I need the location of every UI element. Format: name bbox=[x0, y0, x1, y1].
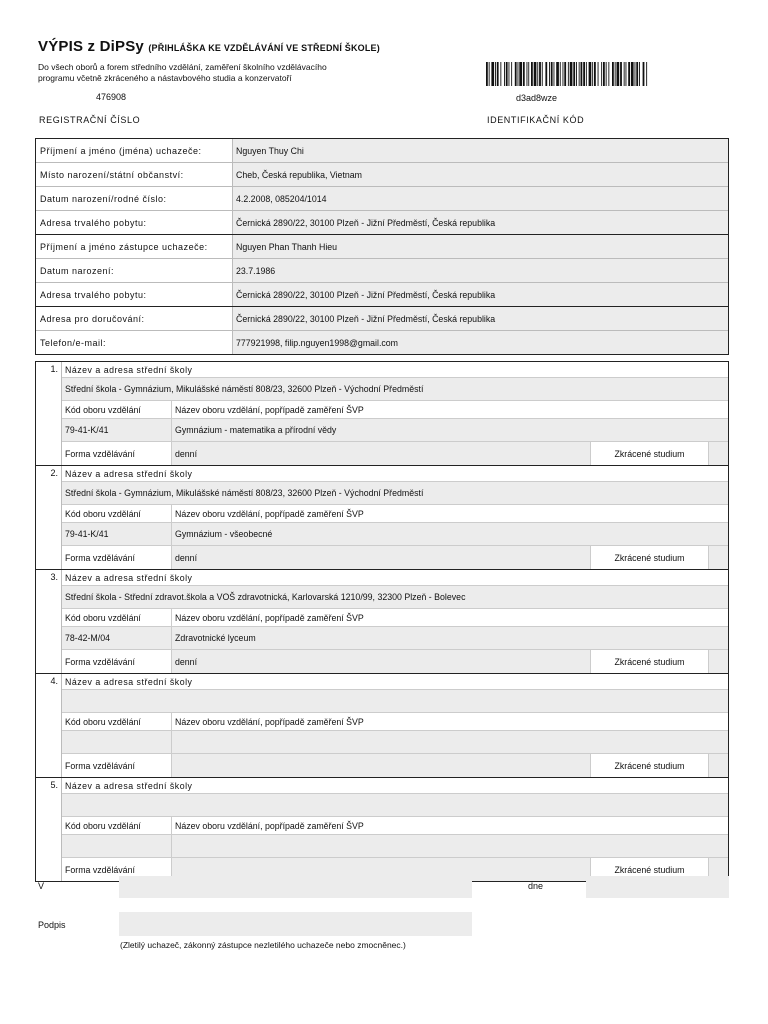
code-header-label: Kód oboru vzdělání bbox=[62, 505, 172, 522]
shortened-study-label: Zkrácené studium bbox=[590, 858, 708, 881]
row-label: Příjmení a jméno (jména) uchazeče: bbox=[36, 139, 233, 162]
row-value: Černická 2890/22, 30100 Plzeň - Jižní Předměstí, Česká republika bbox=[233, 307, 728, 330]
barcode-bar bbox=[626, 62, 627, 86]
shortened-study-checkbox[interactable] bbox=[708, 546, 728, 569]
barcode-bar bbox=[581, 62, 583, 86]
form-row bbox=[62, 441, 728, 465]
school-header-row bbox=[62, 570, 728, 585]
school-block bbox=[36, 569, 728, 673]
school-number: 3. bbox=[36, 570, 62, 673]
school-block bbox=[36, 777, 728, 881]
barcode-bar bbox=[509, 62, 510, 86]
program-name-value: Gymnázium - všeobecné bbox=[175, 529, 273, 539]
barcode-bar bbox=[486, 62, 488, 86]
school-header-row bbox=[62, 674, 728, 689]
row-label: Příjmení a jméno zástupce uchazeče: bbox=[36, 235, 233, 258]
row-value: 777921998, filip.nguyen1998@gmail.com bbox=[233, 331, 728, 354]
barcode-bar bbox=[542, 62, 543, 86]
school-block bbox=[36, 673, 728, 777]
program-value-row bbox=[62, 418, 728, 441]
applicant-row bbox=[36, 139, 728, 162]
barcode-bar bbox=[489, 62, 490, 86]
signature-label: Podpis bbox=[38, 920, 66, 930]
program-name-value: Zdravotnické lyceum bbox=[175, 633, 256, 643]
barcode-bar bbox=[568, 62, 569, 86]
row-label: Adresa pro doručování: bbox=[36, 307, 233, 330]
school-number: 1. bbox=[36, 362, 62, 465]
school-name-value bbox=[62, 794, 728, 816]
form-label: Forma vzdělávání bbox=[62, 754, 172, 777]
barcode-bar bbox=[564, 62, 566, 86]
row-label: Datum narození: bbox=[36, 259, 233, 282]
shortened-study-checkbox[interactable] bbox=[708, 442, 728, 465]
barcode-bar bbox=[523, 62, 525, 86]
barcode-bar bbox=[527, 62, 528, 86]
barcode-bar bbox=[515, 62, 517, 86]
row-label: Adresa trvalého pobytu: bbox=[36, 283, 233, 306]
name-header-label: Název oboru vzdělání, popřípadě zaměření ŠVP bbox=[175, 508, 364, 519]
program-code-value: 78-42-M/04 bbox=[62, 627, 172, 649]
barcode-bar bbox=[563, 62, 564, 86]
barcode-bar bbox=[511, 62, 512, 86]
contact-row bbox=[36, 306, 728, 330]
barcode-bar bbox=[531, 62, 533, 86]
program-value-row bbox=[62, 730, 728, 753]
school-name-value bbox=[62, 690, 728, 712]
form-value: denní bbox=[172, 442, 590, 465]
barcode-bar bbox=[497, 62, 499, 86]
shortened-study-label: Zkrácené studium bbox=[590, 442, 708, 465]
row-value: Nguyen Thuy Chi bbox=[233, 139, 728, 162]
form-value: denní bbox=[172, 546, 590, 569]
barcode-bar bbox=[606, 62, 607, 86]
barcode-bar bbox=[506, 62, 508, 86]
row-value: Černická 2890/22, 30100 Plzeň - Jižní Předměstí, Česká republika bbox=[233, 211, 728, 234]
barcode-bar bbox=[579, 62, 580, 86]
barcode-bar bbox=[646, 62, 647, 86]
barcode-bar bbox=[589, 62, 592, 86]
program-header-row bbox=[62, 816, 728, 834]
form-row bbox=[62, 545, 728, 569]
barcode-bar bbox=[534, 62, 537, 86]
barcode-bar bbox=[624, 62, 625, 86]
name-header-label: Název oboru vzdělání, popřípadě zaměření ŠVP bbox=[175, 404, 364, 415]
barcode-bar bbox=[500, 62, 501, 86]
barcode-bar bbox=[518, 62, 519, 86]
barcode-bar bbox=[539, 62, 541, 86]
schools-table bbox=[35, 361, 729, 882]
school-block-body bbox=[62, 570, 728, 673]
signature-field[interactable] bbox=[119, 912, 472, 936]
program-name-value: Gymnázium - matematika a přírodní vědy bbox=[175, 425, 337, 435]
barcode-bar bbox=[549, 62, 550, 86]
school-name-value: Střední škola - Gymnázium, Mikulášské náměstí 808/23, 32600 Plzeň - Východní Předměstí bbox=[65, 488, 424, 498]
barcode-bar bbox=[504, 62, 505, 86]
school-number: 5. bbox=[36, 778, 62, 881]
program-header-row bbox=[62, 712, 728, 730]
school-name-value: Střední škola - Střední zdravot.škola a VOŠ zdravotnická, Karlovarská 1210/99, 32300 Plzeň - Bolevec bbox=[65, 592, 466, 602]
school-name-row bbox=[62, 793, 728, 816]
name-header-label: Název oboru vzdělání, popřípadě zaměření ŠVP bbox=[175, 716, 364, 727]
document-title bbox=[38, 38, 380, 55]
identification-label: IDENTIFIKAČNÍ KÓD bbox=[487, 115, 585, 125]
code-header-label: Kód oboru vzdělání bbox=[62, 609, 172, 626]
barcode-bar bbox=[635, 62, 636, 86]
school-name-row bbox=[62, 481, 728, 504]
barcode-bar bbox=[554, 62, 555, 86]
applicant-table bbox=[35, 138, 729, 355]
form-row bbox=[62, 649, 728, 673]
form-label: Forma vzdělávání bbox=[62, 858, 172, 881]
row-label: Telefon/e-mail: bbox=[36, 331, 233, 354]
barcode-bar bbox=[576, 62, 577, 86]
barcode-bar bbox=[519, 62, 522, 86]
barcode-bar bbox=[556, 62, 559, 86]
row-label: Datum narození/rodné číslo: bbox=[36, 187, 233, 210]
school-block bbox=[36, 362, 728, 465]
school-name-row bbox=[62, 377, 728, 400]
school-block-body bbox=[62, 674, 728, 777]
barcode-bar bbox=[491, 62, 494, 86]
barcode-bar bbox=[643, 62, 645, 86]
form-value bbox=[172, 754, 590, 777]
signature-note: (Zletilý uchazeč, zákonný zástupce nezletilého uchazeče nebo zmocněnec.) bbox=[120, 940, 406, 950]
row-label: Místo narození/státní občanství: bbox=[36, 163, 233, 186]
shortened-study-label: Zkrácené studium bbox=[590, 650, 708, 673]
representative-row bbox=[36, 282, 728, 306]
program-code-value: 79-41-K/41 bbox=[62, 419, 172, 441]
registration-label: REGISTRAČNÍ ČÍSLO bbox=[39, 115, 141, 125]
school-header-row bbox=[62, 466, 728, 481]
program-code-value bbox=[62, 731, 172, 753]
barcode-bar bbox=[612, 62, 614, 86]
barcode-icon bbox=[486, 62, 648, 86]
barcode-bar bbox=[583, 62, 585, 86]
barcode-bar bbox=[601, 62, 602, 86]
barcode-bar bbox=[537, 62, 538, 86]
program-code-value: 79-41-K/41 bbox=[62, 523, 172, 545]
registration-number: 476908 bbox=[96, 92, 127, 102]
row-value: Černická 2890/22, 30100 Plzeň - Jižní Předměstí, Česká republika bbox=[233, 283, 728, 306]
school-block-body bbox=[62, 466, 728, 569]
row-value: Nguyen Phan Thanh Hieu bbox=[233, 235, 728, 258]
representative-row bbox=[36, 234, 728, 258]
school-block-body bbox=[62, 778, 728, 881]
barcode-bar bbox=[594, 62, 596, 86]
row-value: Cheb, Česká republika, Vietnam bbox=[233, 163, 728, 186]
intro-line: Do všech oborů a forem středního vzdělání, zaměření školního vzdělávacího bbox=[38, 62, 327, 72]
school-header-label: Název a adresa střední školy bbox=[65, 676, 193, 687]
place-field[interactable] bbox=[119, 876, 472, 898]
school-header-label: Název a adresa střední školy bbox=[65, 572, 193, 583]
school-name-value: Střední škola - Gymnázium, Mikulášské náměstí 808/23, 32600 Plzeň - Východní Předměstí bbox=[65, 384, 424, 394]
school-block bbox=[36, 465, 728, 569]
date-label: dne bbox=[528, 881, 544, 891]
school-header-row bbox=[62, 778, 728, 793]
intro-text bbox=[38, 62, 398, 84]
shortened-study-label: Zkrácené studium bbox=[590, 546, 708, 569]
form-label: Forma vzdělávání bbox=[62, 650, 172, 673]
school-header-row bbox=[62, 362, 728, 377]
intro-line: programu včetně zkráceného a nástavbového studia a konzervatoří bbox=[38, 73, 292, 83]
form-row bbox=[62, 753, 728, 777]
program-header-row bbox=[62, 504, 728, 522]
school-header-label: Název a adresa střední školy bbox=[65, 364, 193, 375]
barcode-bar bbox=[608, 62, 609, 86]
name-header-label: Název oboru vzdělání, popřípadě zaměření ŠVP bbox=[175, 820, 364, 831]
identification-code: d3ad8wze bbox=[516, 93, 558, 103]
shortened-study-checkbox[interactable] bbox=[708, 650, 728, 673]
form-label: Forma vzdělávání bbox=[62, 546, 172, 569]
barcode-bar bbox=[528, 62, 529, 86]
contact-row bbox=[36, 330, 728, 354]
barcode-bar bbox=[560, 62, 561, 86]
program-header-row bbox=[62, 400, 728, 418]
title-subtitle: (PŘIHLÁŠKA KE VZDĚLÁVÁNÍ VE STŘEDNÍ ŠKOLE) bbox=[148, 43, 380, 53]
school-header-label: Název a adresa střední školy bbox=[65, 780, 193, 791]
barcode-bar bbox=[570, 62, 573, 86]
school-name-row bbox=[62, 689, 728, 712]
barcode-bar bbox=[495, 62, 496, 86]
representative-row bbox=[36, 258, 728, 282]
form-value: denní bbox=[172, 650, 590, 673]
barcode-bar bbox=[639, 62, 640, 86]
row-label: Adresa trvalého pobytu: bbox=[36, 211, 233, 234]
shortened-study-label: Zkrácené studium bbox=[590, 754, 708, 777]
school-number: 2. bbox=[36, 466, 62, 569]
row-value: 4.2.2008, 085204/1014 bbox=[233, 187, 728, 210]
program-code-value bbox=[62, 835, 172, 857]
program-name-value bbox=[172, 835, 728, 857]
applicant-row bbox=[36, 210, 728, 234]
barcode-bar bbox=[551, 62, 553, 86]
barcode-bar bbox=[573, 62, 575, 86]
name-header-label: Název oboru vzdělání, popřípadě zaměření ŠVP bbox=[175, 612, 364, 623]
program-value-row bbox=[62, 834, 728, 857]
barcode-bar bbox=[620, 62, 622, 86]
code-header-label: Kód oboru vzdělání bbox=[62, 713, 172, 730]
barcode-bar bbox=[617, 62, 620, 86]
barcode-bar bbox=[586, 62, 587, 86]
barcode-bar bbox=[603, 62, 605, 86]
barcode-bar bbox=[592, 62, 593, 86]
barcode-bar bbox=[598, 62, 599, 86]
place-label: V bbox=[38, 881, 45, 891]
program-value-row bbox=[62, 522, 728, 545]
program-header-row bbox=[62, 608, 728, 626]
barcode-bar bbox=[636, 62, 638, 86]
code-header-label: Kód oboru vzdělání bbox=[62, 401, 172, 418]
school-block-body bbox=[62, 362, 728, 465]
shortened-study-checkbox[interactable] bbox=[708, 754, 728, 777]
school-name-row bbox=[62, 585, 728, 608]
barcode-bar bbox=[631, 62, 634, 86]
applicant-row bbox=[36, 186, 728, 210]
row-value: 23.7.1986 bbox=[233, 259, 728, 282]
barcode-bar bbox=[545, 62, 547, 86]
form-label: Forma vzdělávání bbox=[62, 442, 172, 465]
program-value-row bbox=[62, 626, 728, 649]
code-header-label: Kód oboru vzdělání bbox=[62, 817, 172, 834]
school-number: 4. bbox=[36, 674, 62, 777]
applicant-row bbox=[36, 162, 728, 186]
date-field[interactable] bbox=[586, 876, 729, 898]
title-main: VÝPIS z DiPSy bbox=[38, 38, 144, 55]
barcode-bar bbox=[615, 62, 616, 86]
barcode-bar bbox=[628, 62, 630, 86]
program-name-value bbox=[172, 731, 728, 753]
school-header-label: Název a adresa střední školy bbox=[65, 468, 193, 479]
